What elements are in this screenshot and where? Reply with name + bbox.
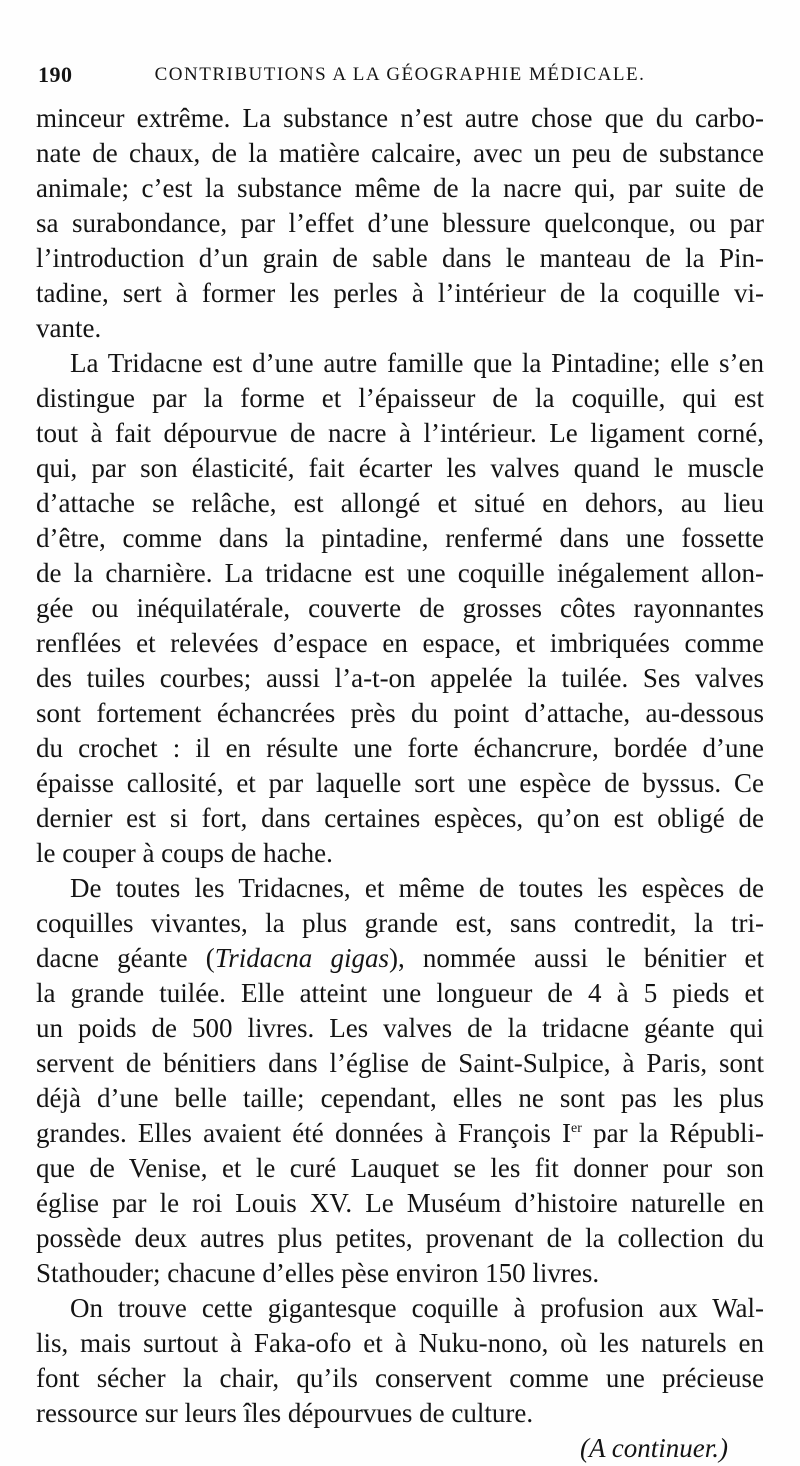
text-line: gée ou inéquilatérale, couverte de grosses côtes rayonnantes [36, 593, 764, 623]
running-title: CONTRIBUTIONS A LA GÉOGRAPHIE MÉDICALE. [154, 64, 646, 85]
text-line: distingue par la forme et l’épaisseur de la coquille, qui est [36, 383, 764, 413]
text-line: possède deux autres plus petites, provenant de la collection du [36, 1223, 764, 1253]
page-header [38, 62, 762, 90]
text-line: des tuiles courbes; aussi l’a-t-on appelée la tuilée. Ses valves [36, 663, 764, 693]
text-line: qui, par son élasticité, fait écarter les valves quand le muscle [36, 453, 764, 483]
text-line: nate de chaux, de la matière calcaire, avec un peu de substance [36, 138, 764, 168]
text-line: tadine, sert à former les perles à l’intérieur de la coquille vi- [36, 278, 764, 308]
text-line: De toutes les Tridacnes, et même de toutes les espèces de [70, 873, 764, 903]
italic-species-name: Tridacna gigas [214, 943, 389, 973]
text-line: font sécher la chair, qu’ils conservent comme une précieuse [36, 1363, 764, 1393]
text-line: ressource sur leurs îles dépourvues de culture. [36, 1398, 534, 1428]
text-segment: par la Républi- [581, 1118, 764, 1148]
text-line: Stathouder; chacune d’elles pèse environ 150 livres. [36, 1258, 600, 1288]
text-line: que de Venise, et le curé Lauquet se les fit donner pour son [36, 1153, 764, 1183]
text-line: le couper à coups de hache. [36, 838, 333, 868]
text-line: la grande tuilée. Elle atteint une longueur de 4 à 5 pieds et [36, 978, 764, 1008]
text-line [36, 941, 764, 976]
text-line: du crochet : il en résulte une forte échancrure, bordée d’une [36, 733, 764, 763]
text-line: La Tridacne est d’une autre famille que la Pintadine; elle s’en [70, 348, 764, 378]
text-line: dernier est si fort, dans certaines espèces, qu’on est obligé de [36, 803, 764, 833]
superscript: er [571, 1121, 582, 1136]
text-line [36, 1116, 764, 1151]
text-segment: grandes. Elles avaient été données à François I [36, 1118, 572, 1148]
text-line: servent de bénitiers dans l’église de Saint-Sulpice, à Paris, sont [36, 1048, 764, 1078]
text-line: épaisse callosité, et par laquelle sort une espèce de byssus. Ce [36, 768, 764, 798]
text-line: animale; c’est la substance même de la nacre qui, par suite de [36, 173, 764, 203]
text-line: d’attache se relâche, est allongé et situé en dehors, au lieu [36, 488, 764, 518]
text-line: renflées et relevées d’espace en espace, et imbriquées comme [36, 628, 764, 658]
text-line: un poids de 500 livres. Les valves de la tridacne géante qui [36, 1013, 764, 1043]
text-line: d’être, comme dans la pintadine, renfermé dans une fossette [36, 523, 764, 553]
text-segment: ), nommée aussi le bénitier et [388, 943, 764, 973]
page-number: 190 [38, 62, 73, 87]
text-line: sa surabondance, par l’effet d’une blessure quelconque, ou par [36, 208, 764, 238]
text-line: On trouve cette gigantesque coquille à profusion aux Wal- [70, 1293, 764, 1323]
text-line: l’introduction d’un grain de sable dans le manteau de la Pin- [36, 243, 764, 273]
text-line: de la charnière. La tridacne est une coquille inégalement allon- [36, 558, 764, 588]
text-segment: dacne géante ( [36, 943, 215, 973]
text-line: sont fortement échancrées près du point d’attache, au-dessous [36, 698, 764, 728]
text-line: église par le roi Louis XV. Le Muséum d’histoire naturelle en [36, 1188, 764, 1218]
text-line: lis, mais surtout à Faka-ofo et à Nuku-nono, où les naturels en [36, 1328, 764, 1358]
text-line: vante. [36, 313, 102, 343]
continuation-note: (A continuer.) [580, 1433, 728, 1463]
text-line: déjà d’une belle taille; cependant, elles ne sont pas les plus [36, 1083, 764, 1113]
text-line: minceur extrême. La substance n’est autre chose que du carbo- [36, 103, 764, 133]
body-text [36, 101, 764, 1466]
text-line: coquilles vivantes, la plus grande est, sans contredit, la tri- [36, 908, 764, 938]
text-line: tout à fait dépourvue de nacre à l’intérieur. Le ligament corné, [36, 418, 764, 448]
